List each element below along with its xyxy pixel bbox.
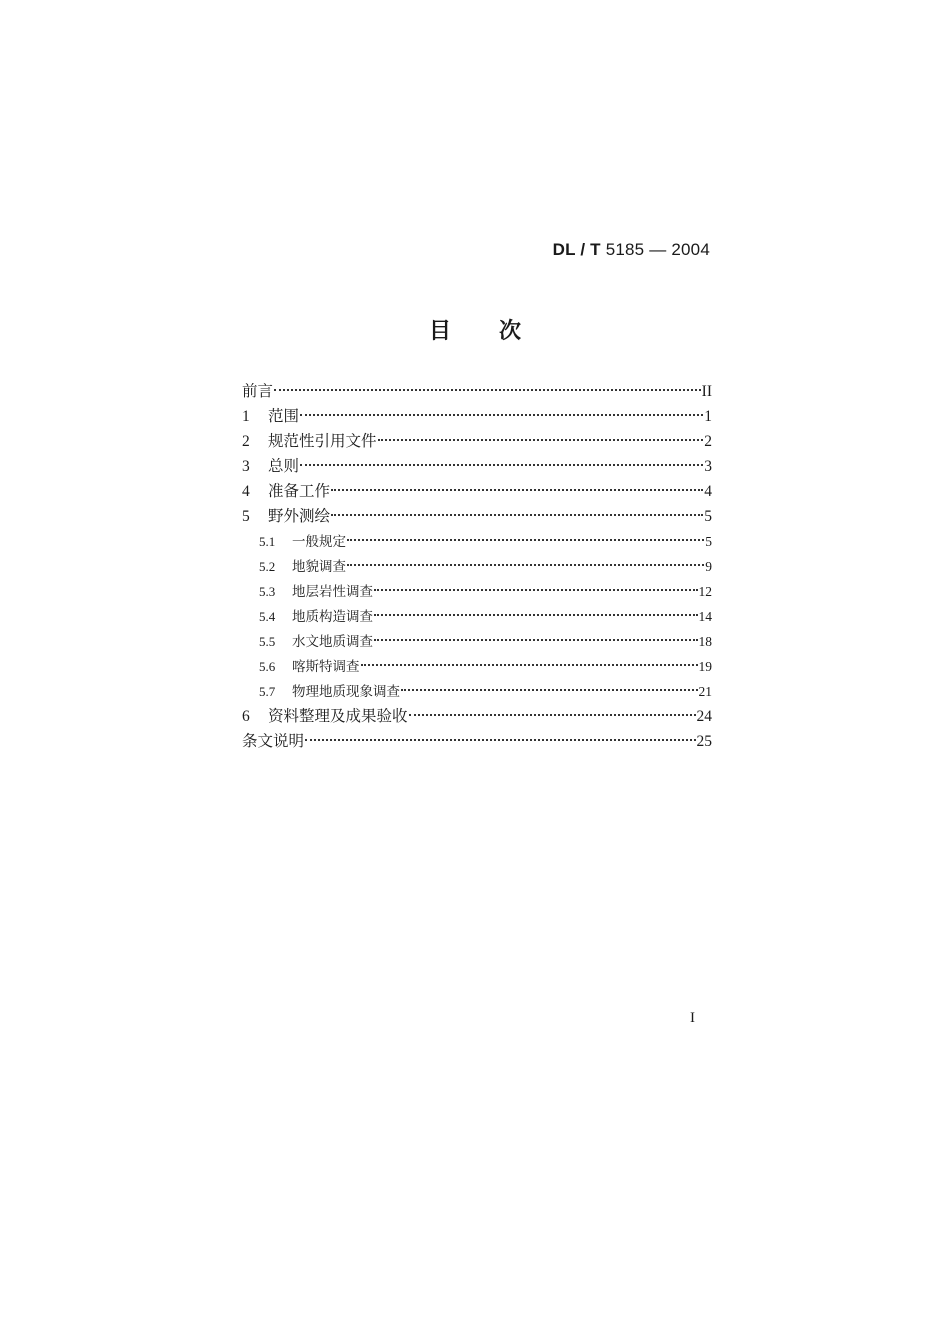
toc-entry[interactable]	[242, 554, 712, 579]
standard-code	[553, 240, 710, 260]
toc-entry[interactable]	[242, 404, 712, 429]
toc-leader-dots	[300, 464, 703, 466]
toc-entry[interactable]	[242, 654, 712, 679]
toc-entry-number: 3	[242, 458, 250, 475]
toc-entry-number: 5.4	[259, 609, 276, 624]
toc-entry[interactable]	[242, 504, 712, 529]
toc-entry[interactable]	[242, 429, 712, 454]
toc-entry-page: 5	[705, 534, 712, 549]
toc-entry-label: 地貌调查	[292, 559, 346, 575]
standard-code-number: 5185 — 2004	[605, 240, 710, 259]
toc-leader-dots	[374, 589, 698, 591]
toc-entry[interactable]	[242, 704, 712, 729]
toc-entry[interactable]	[242, 629, 712, 654]
toc-entry-page: 2	[704, 433, 712, 450]
toc-entry-label: 规范性引用文件	[268, 432, 377, 450]
toc-entry-label: 条文说明	[242, 732, 305, 750]
toc-leader-dots	[374, 639, 698, 641]
toc-entry-number: 5.2	[259, 559, 276, 574]
toc-entry[interactable]	[242, 729, 712, 754]
toc-entry-page: 4	[704, 483, 712, 500]
toc-entry-page: 25	[696, 733, 712, 750]
toc-entry-number: 5	[242, 508, 250, 525]
toc-entry-number: 5.7	[259, 684, 276, 699]
page-number: I	[690, 1010, 695, 1026]
toc-entry-number: 5.5	[259, 634, 276, 649]
toc-entry-number: 1	[242, 408, 250, 425]
toc-entry-label: 物理地质现象调查	[292, 684, 400, 700]
toc-entry[interactable]	[242, 379, 712, 404]
toc-leader-dots	[347, 564, 704, 566]
toc-entry-label: 一般规定	[292, 534, 346, 550]
toc-entry-label: 水文地质调查	[292, 634, 373, 650]
toc-leader-dots	[378, 439, 704, 441]
toc-entry-label: 喀斯特调查	[292, 659, 360, 675]
toc-leader-dots	[347, 539, 704, 541]
toc-entry[interactable]	[242, 479, 712, 504]
toc-leader-dots	[305, 739, 695, 741]
toc-leader-dots	[300, 414, 703, 416]
toc-entry-number: 2	[242, 433, 250, 450]
toc-leader-dots	[274, 389, 701, 391]
toc-entry-number: 5.6	[259, 659, 276, 674]
toc-leader-dots	[401, 689, 698, 691]
toc-entry-page: 18	[698, 634, 712, 649]
toc-entry[interactable]	[242, 604, 712, 629]
toc-entry-number: 5.1	[259, 534, 276, 549]
toc-entry-number: 5.3	[259, 584, 276, 599]
standard-code-prefix: DL / T	[552, 240, 601, 259]
toc-entry-label: 范围	[268, 407, 300, 425]
toc-entry[interactable]	[242, 529, 712, 554]
toc-entry-page: II	[701, 383, 712, 400]
toc-entry-label: 地层岩性调查	[292, 584, 373, 600]
toc-entry-number: 6	[242, 708, 250, 725]
toc-entry-label: 准备工作	[268, 482, 331, 500]
toc-entry[interactable]	[242, 679, 712, 704]
table-of-contents	[242, 379, 712, 754]
toc-entry-label: 野外测绘	[268, 507, 331, 525]
toc-entry-page: 14	[698, 609, 712, 624]
toc-entry-page: 1	[704, 408, 712, 425]
toc-entry-label: 地质构造调查	[292, 609, 373, 625]
toc-entry-page: 5	[704, 508, 712, 525]
toc-entry-label: 前言	[242, 382, 274, 400]
toc-entry-page: 9	[705, 559, 712, 574]
toc-leader-dots	[361, 664, 698, 666]
toc-leader-dots	[409, 714, 696, 716]
toc-entry-page: 24	[696, 708, 712, 725]
toc-entry[interactable]	[242, 454, 712, 479]
toc-leader-dots	[374, 614, 698, 616]
toc-entry-page: 21	[698, 684, 712, 699]
toc-heading: 目次	[428, 319, 569, 344]
toc-entry-label: 资料整理及成果验收	[268, 707, 408, 725]
toc-entry-page: 3	[704, 458, 712, 475]
toc-entry-page: 19	[698, 659, 712, 674]
toc-leader-dots	[331, 514, 703, 516]
toc-entry[interactable]	[242, 579, 712, 604]
toc-leader-dots	[331, 489, 703, 491]
toc-entry-number: 4	[242, 483, 250, 500]
toc-entry-label: 总则	[268, 457, 300, 475]
toc-entry-page: 12	[698, 584, 712, 599]
